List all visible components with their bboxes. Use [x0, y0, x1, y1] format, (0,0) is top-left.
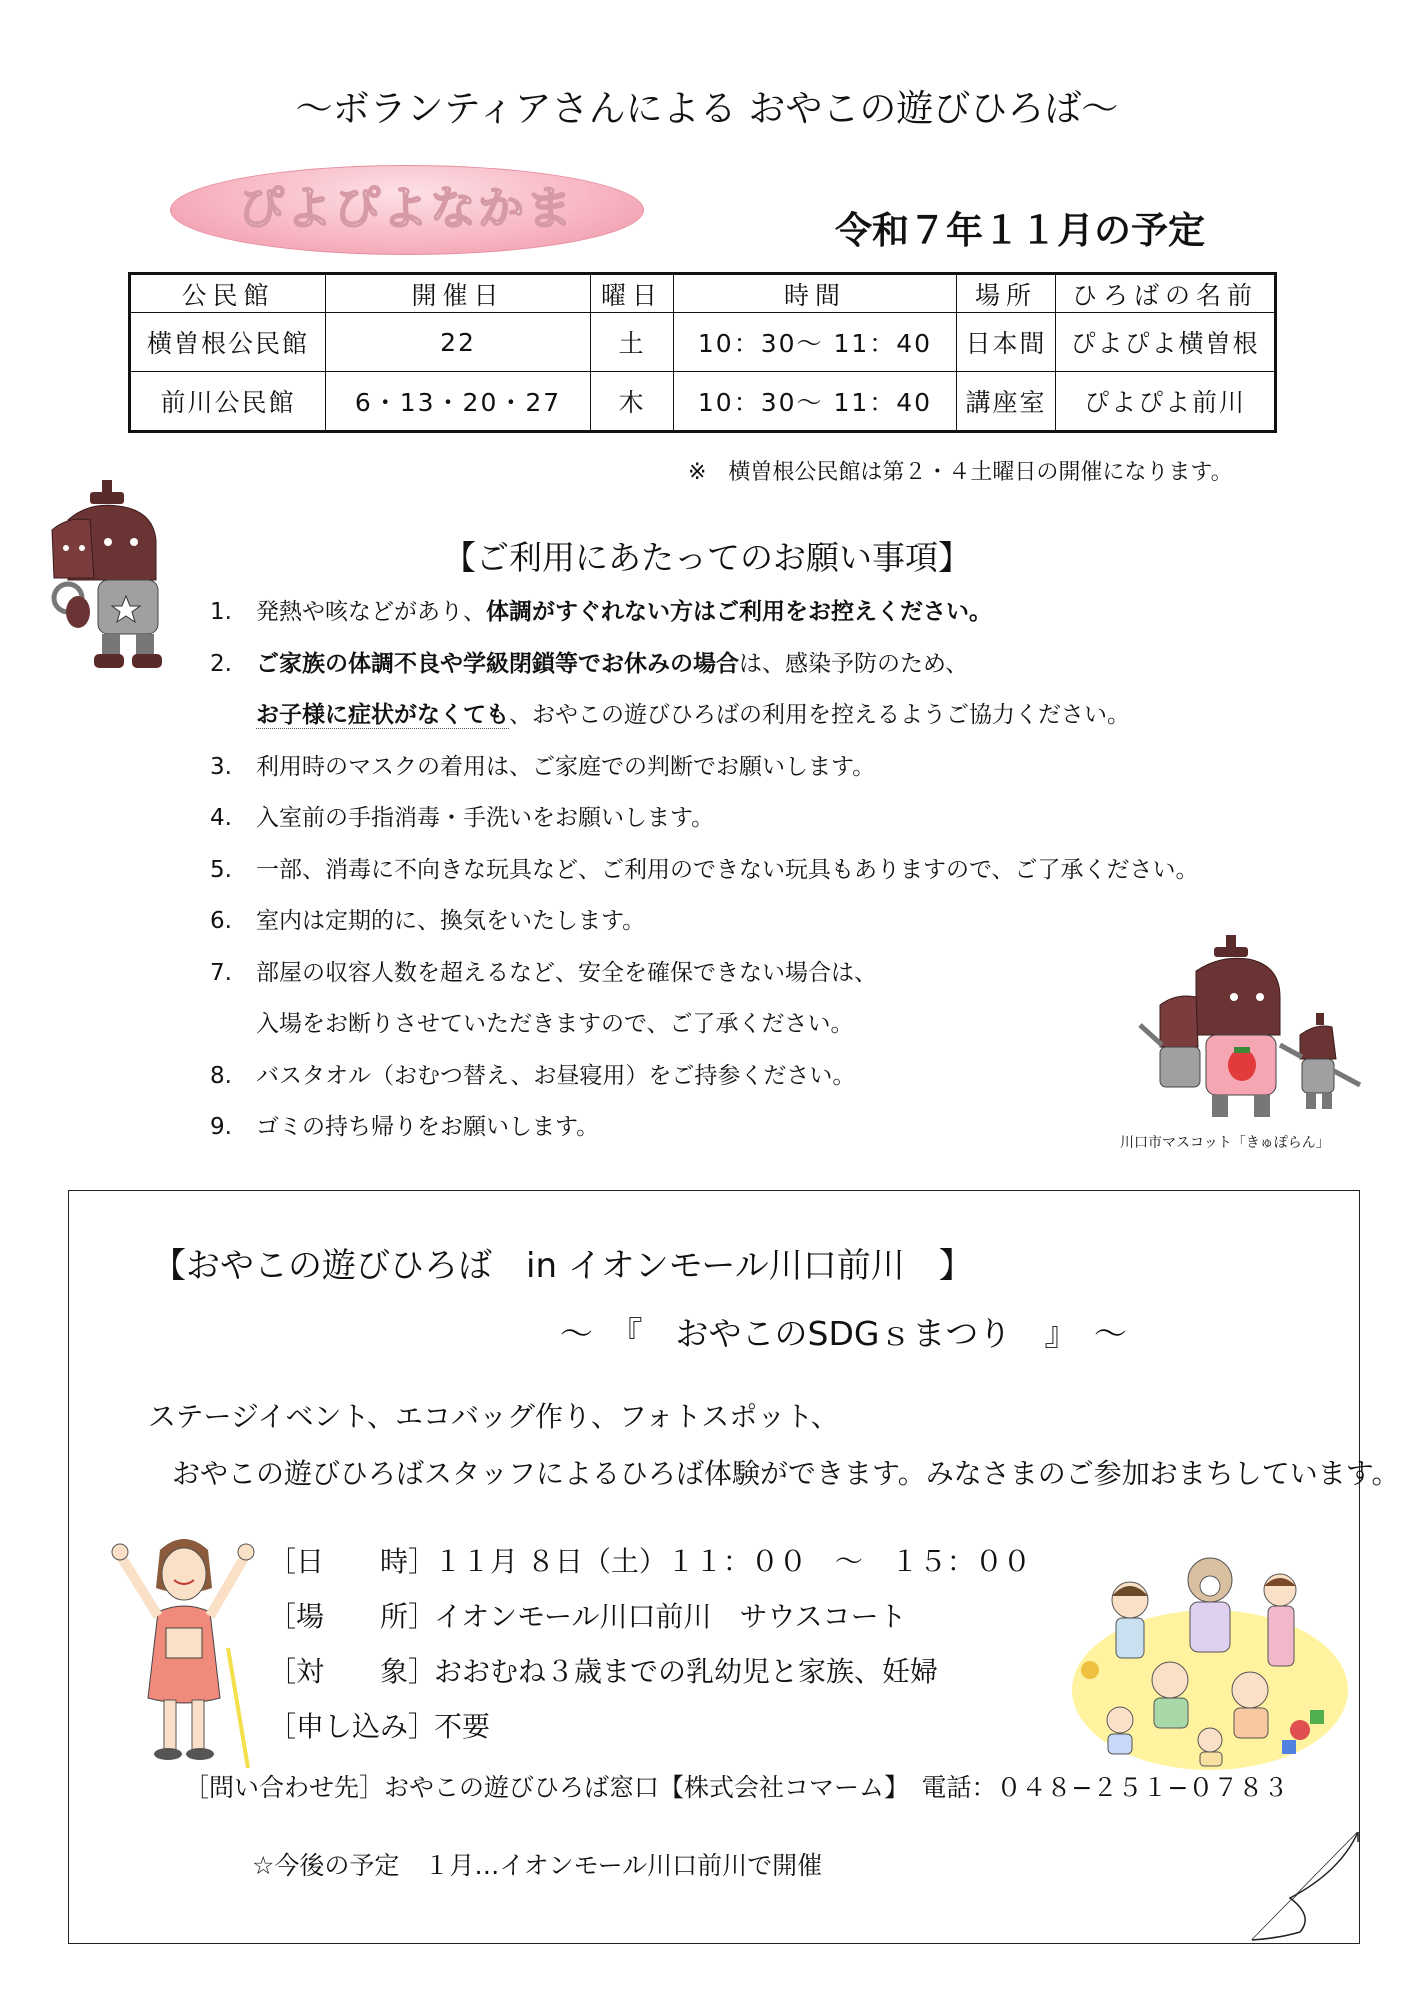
detail-label: ［申し込み］ — [268, 1710, 437, 1743]
item-text-bold: 体調がすぐれない方はご利用をお控えください。 — [486, 599, 992, 625]
schedule-month: 令和７年１１月の予定 — [835, 209, 1205, 252]
column-header: 公民館 — [130, 274, 326, 313]
item-number: 1. — [210, 599, 232, 625]
cell-venue: 前川公民館 — [130, 372, 326, 432]
families-playing-illustration — [1060, 1540, 1350, 1780]
item-number: 7. — [210, 959, 232, 986]
detail-row — [268, 1595, 1031, 1650]
detail-value: おおむね３歳までの乳幼児と家族、妊婦 — [434, 1655, 939, 1688]
detail-label: ［場 所］ — [268, 1600, 437, 1633]
list-item-continued — [210, 1008, 1199, 1060]
cell-room: 講座室 — [957, 372, 1056, 432]
list-item — [210, 596, 1199, 648]
column-header: 場所 — [957, 274, 1056, 313]
item-text: 入室前の手指消毒・手洗いをお願いします。 — [256, 805, 715, 831]
detail-value: 不要 — [434, 1710, 491, 1743]
future-schedule: ☆今後の予定 １月…イオンモール川口前川で開催 — [252, 1851, 823, 1880]
cell-weekday: 木 — [591, 372, 674, 432]
column-header: 開催日 — [326, 274, 591, 313]
item-number: 9. — [210, 1114, 232, 1140]
detail-label: ［日 時］ — [268, 1545, 437, 1578]
rules-title: 【ご利用にあたってのお願い事項】 — [443, 538, 971, 577]
list-item — [210, 751, 1199, 803]
table-header-row — [130, 274, 1276, 313]
page-title: 〜ボランティアさんによる おやこの遊びひろば〜 — [295, 87, 1119, 130]
cell-weekday: 土 — [591, 313, 674, 372]
item-text: 発熱や咳などがあり、 — [256, 599, 486, 625]
schedule-note: ※ 横曽根公民館は第２・４土曜日の開催になります。 — [688, 460, 1233, 485]
cell-dates: 22 — [326, 313, 591, 372]
staff-woman-illustration — [108, 1528, 258, 1768]
item-text: 一部、消毒に不向きな玩具など、ご利用のできない玩具もありますので、ご了承ください。 — [256, 856, 1199, 883]
item-number: 4. — [210, 805, 232, 831]
detail-row — [268, 1650, 1031, 1705]
item-text: 、おやこの遊びひろばの利用を控えるようご協力ください。 — [509, 702, 1130, 728]
badge-title: ぴよぴよなかま — [238, 181, 574, 235]
item-text: 利用時のマスクの着用は、ご家庭での判断でお願いします。 — [256, 753, 876, 780]
event-title: 【おやこの遊びひろば in イオンモール川口前川 】 — [152, 1246, 973, 1286]
item-text: 室内は定期的に、換気をいたします。 — [256, 908, 646, 934]
item-text-bold: ご家族の体調不良や学級閉鎖等でお休みの場合 — [256, 650, 739, 677]
detail-label: ［対 象］ — [268, 1655, 437, 1688]
item-text: 部屋の収容人数を超えるなど、安全を確保できない場合は、 — [256, 959, 877, 986]
list-item — [210, 957, 1199, 1009]
detail-value: １１月 ８日（土）１１：００ 〜 １５：００ — [434, 1545, 1031, 1578]
event-description: ステージイベント、エコバッグ作り、フォトスポット、 — [148, 1400, 839, 1433]
cell-time: 10：30〜 11：40 — [674, 313, 957, 372]
cell-room: 日本間 — [957, 313, 1056, 372]
page-curl-icon — [1190, 1832, 1360, 1944]
list-item — [210, 1111, 1199, 1163]
list-item — [210, 854, 1199, 906]
list-item — [210, 905, 1199, 957]
item-number: 8. — [210, 1062, 232, 1089]
cell-name: ぴよぴよ前川 — [1056, 372, 1276, 432]
item-text: は、感染予防のため、 — [739, 650, 969, 677]
detail-row — [268, 1540, 1031, 1595]
schedule-table — [128, 272, 1277, 433]
item-number: 2. — [210, 650, 232, 677]
column-header: 時間 — [674, 274, 957, 313]
list-item-continued — [210, 699, 1199, 751]
table-row — [130, 313, 1276, 372]
list-item — [210, 1060, 1199, 1112]
item-text: バスタオル（おむつ替え、お昼寝用）をご持参ください。 — [256, 1062, 856, 1089]
rules-list — [210, 596, 1199, 1163]
item-number: 6. — [210, 908, 232, 934]
list-item — [210, 648, 1199, 700]
item-text-bold: お子様に症状がなくても — [256, 702, 509, 728]
event-details — [268, 1540, 1031, 1760]
mascot-caption: 川口市マスコット「きゅぽらん」 — [1120, 1135, 1330, 1151]
detail-value: イオンモール川口前川 サウスコート — [434, 1600, 907, 1633]
detail-row — [268, 1705, 1031, 1760]
cell-name: ぴよぴよ横曽根 — [1056, 313, 1276, 372]
item-number: 3. — [210, 753, 232, 780]
event-subtitle: 〜 『 おやこのSDGｓまつり 』 〜 — [560, 1314, 1127, 1353]
contact-info: ［問い合わせ先］おやこの遊びひろば窓口【株式会社コマーム】 電話：０４８−２５１−０７８３ — [184, 1773, 1289, 1802]
item-text: ゴミの持ち帰りをお願いします。 — [256, 1114, 600, 1140]
cell-dates: 6・13・20・27 — [326, 372, 591, 432]
item-text: 入場をお断りさせていただきますので、ご了承ください。 — [256, 1011, 854, 1037]
event-description: おやこの遊びひろばスタッフによるひろば体験ができます。みなさまのご参加おまちしています。 — [172, 1457, 1400, 1490]
cell-venue: 横曽根公民館 — [130, 313, 326, 372]
item-number: 5. — [210, 856, 232, 883]
column-header: ひろばの名前 — [1056, 274, 1276, 313]
mascot-family-icon — [1130, 935, 1370, 1125]
cell-time: 10：30〜 11：40 — [674, 372, 957, 432]
list-item — [210, 802, 1199, 854]
table-row — [130, 372, 1276, 432]
column-header: 曜日 — [591, 274, 674, 313]
